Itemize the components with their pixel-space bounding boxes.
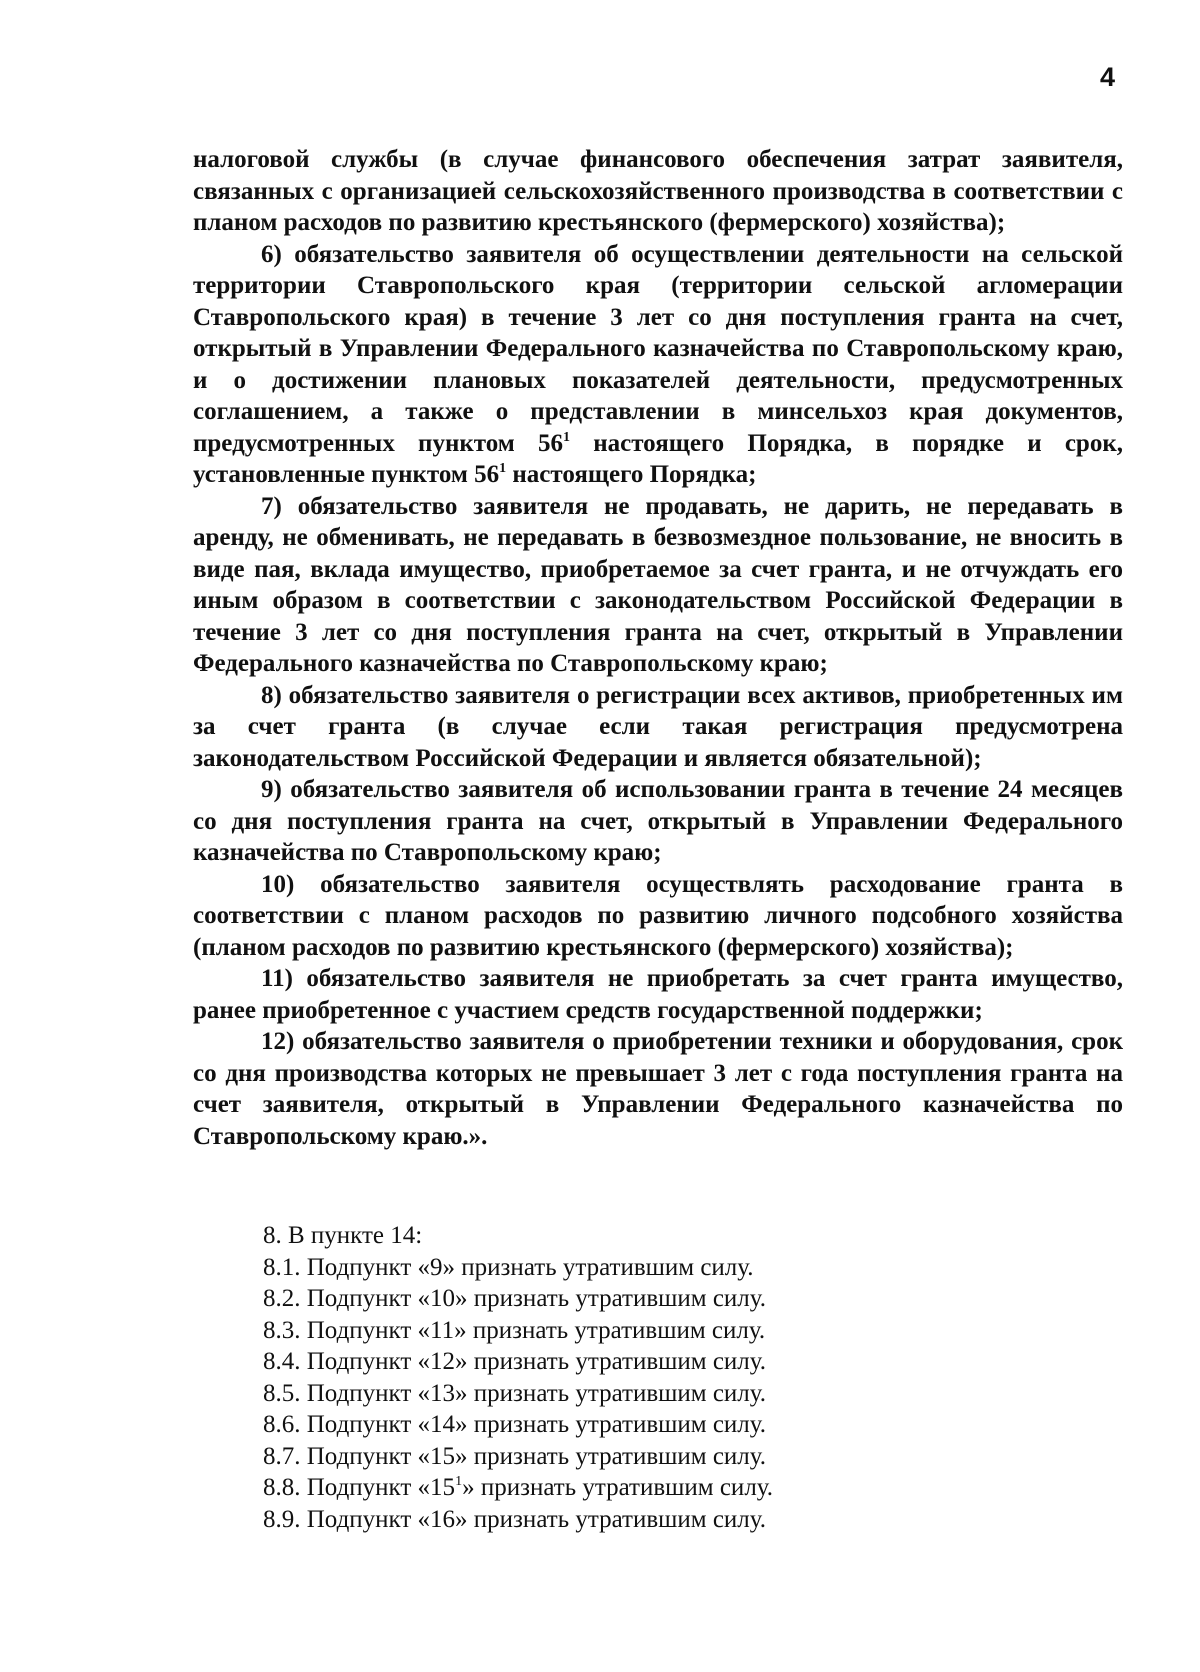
text-span: 8) обязательство заявителя о регистрации всех активов, приобретенных им за счет гранта (в случае если такая регистрация предусмотрена законодательством Российской Федерации и является обязательной); — [193, 681, 1123, 772]
text-span: 8.6. Подпункт «14» признать утратившим силу. — [263, 1411, 767, 1438]
text-span: 8.2. Подпункт «10» признать утратившим силу. — [263, 1285, 767, 1312]
text-span: 8. В пункте 14: — [263, 1222, 423, 1249]
text-span: 8.5. Подпункт «13» признать утратившим силу. — [263, 1379, 767, 1407]
text-span: 9) обязательство заявителя об использовании гранта в течение 24 месяцев со дня поступления гранта на счет, открытый в Управлении Федерального казначейства по Ставропольскому краю; — [193, 776, 1123, 866]
paragraph — [193, 869, 1123, 964]
superscript: 1 — [563, 429, 570, 445]
text-span: 10) обязательство заявителя осуществлять расходование гранта в соответствии с планом расходов по развитию личного подсобного хозяйства (планом расходов по развитию крестьянского (фермерского) хозяйства); — [193, 870, 1123, 961]
text-span: настоящего Порядка, в порядке и срок, установленные пунктом 56 — [193, 429, 1123, 488]
paragraph — [193, 774, 1123, 869]
text-span: 11) обязательство заявителя не приобретать за счет гранта имущество, ранее приобретенное с участием средств государственной поддержки; — [193, 965, 1123, 1024]
amendment-item — [263, 1504, 963, 1536]
paragraph — [193, 144, 1123, 239]
text-span: » признать утратившим силу. — [462, 1474, 774, 1501]
amendment-item — [263, 1409, 963, 1441]
text-span: настоящего Порядка; — [506, 461, 757, 488]
superscript: 1 — [455, 1474, 463, 1489]
superscript: 1 — [499, 461, 507, 476]
amendment-heading — [263, 1220, 963, 1252]
text-span: 8.7. Подпункт «15» признать утратившим силу. — [263, 1442, 767, 1470]
text-span: 6) обязательство заявителя об осуществлении деятельности на сельской территории Ставропольского края (территории сельской агломерации Ставропольского края) в течение 3 лет со дня поступления гранта на счет, открытый в Управлении Федерального казначейства по Ставропольскому краю, и о достижении плановых показателей деятельности, предусмотренных соглашением, а также о представлении в минсельхоз края документов, предусмотренных пунктом 56 — [193, 240, 1123, 457]
paragraph — [193, 680, 1123, 775]
amendment-item — [263, 1472, 963, 1504]
paragraph — [193, 239, 1123, 491]
paragraph — [193, 491, 1123, 680]
amendment-item — [263, 1378, 963, 1410]
amendment-item — [263, 1441, 963, 1473]
text-span: 8.1. Подпункт «9» признать утратившим силу. — [263, 1253, 754, 1281]
paragraph — [193, 1026, 1123, 1152]
text-span: 8.8. Подпункт «15 — [263, 1474, 456, 1501]
text-span: 12) обязательство заявителя о приобретении техники и оборудования, срок со дня производства которых не превышает 3 лет с года поступления гранта на счет заявителя, открытый в Управлении Федерального казначейства по Ставропольскому краю.». — [193, 1028, 1123, 1150]
text-span: 8.4. Подпункт «12» признать утратившим силу. — [263, 1348, 767, 1375]
amendment-item — [263, 1252, 963, 1284]
text-span: 8.9. Подпункт «16» признать утратившим силу. — [263, 1505, 767, 1533]
text-span: 7) обязательство заявителя не продавать, не дарить, не передавать в аренду, не обменивать, не передавать в безвозмездное пользование, не вносить в виде пая, вклада имущество, приобретаемое за счет гранта, и не отчуждать его иным образом в соответствии с законодательством Российской Федерации в течение 3 лет со дня поступления гранта на счет, открытый в Управлении Федерального казначейства по Ставропольскому краю; — [193, 492, 1123, 677]
amendment-item — [263, 1315, 963, 1347]
document-body — [193, 144, 1123, 1152]
amendment-item — [263, 1346, 963, 1378]
paragraph — [193, 963, 1123, 1026]
text-span: налоговой службы (в случае финансового обеспечения затрат заявителя, связанных с организацией сельскохозяйственного производства в соответствии с планом расходов по развитию крестьянского (фермерского) хозяйства); — [193, 146, 1123, 236]
amendments-list — [263, 1220, 963, 1535]
amendment-item — [263, 1283, 963, 1315]
page-number: 4 — [1100, 62, 1116, 92]
text-span: 8.3. Подпункт «11» признать утратившим силу. — [263, 1316, 766, 1344]
